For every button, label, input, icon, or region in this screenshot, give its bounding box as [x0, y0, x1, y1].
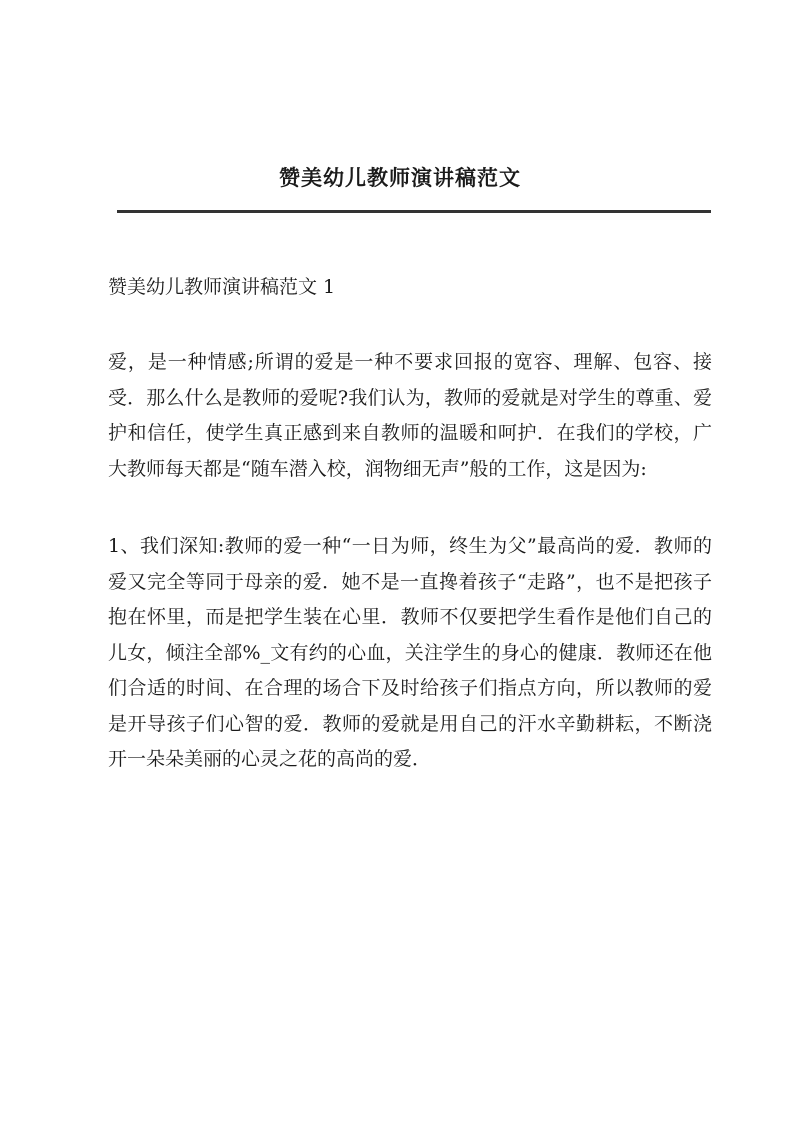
page-title: 赞美幼儿教师演讲稿范文	[279, 165, 521, 190]
document-body	[108, 271, 712, 820]
paragraph-point-1: 1、我们深知:教师的爱一种“一日为师，终生为父”最高尚的爱．教师的爱又完全等同于母亲的爱．她不是一直搀着孩子“走路”，也不是把孩子抱在怀里，而是把学生装在心里．教师不仅要把学生看作是他们自己的儿女，倾注全部%_文有约的心血，关注学生的身心的健康．教师还在他们合适的时间、在合理的场合下及时给孩子们指点方向，所以教师的爱是开导孩子们心智的爱．教师的爱就是用自己的汗水辛勤耕耘，不断浇开一朵朵美丽的心灵之花的高尚的爱．	[108, 535, 712, 770]
section-heading: 赞美幼儿教师演讲稿范文 1	[108, 276, 336, 298]
paragraph-intro: 爱，是一种情感;所谓的爱是一种不要求回报的宽容、理解、包容、接受．那么什么是教师的爱呢?我们认为，教师的爱就是对学生的尊重、爱护和信任，使学生真正感到来自教师的温暖和呵护．在我们的学校，广大教师每天都是“随车潜入校，润物细无声”般的工作，这是因为:	[108, 351, 712, 480]
title-divider	[117, 210, 711, 213]
